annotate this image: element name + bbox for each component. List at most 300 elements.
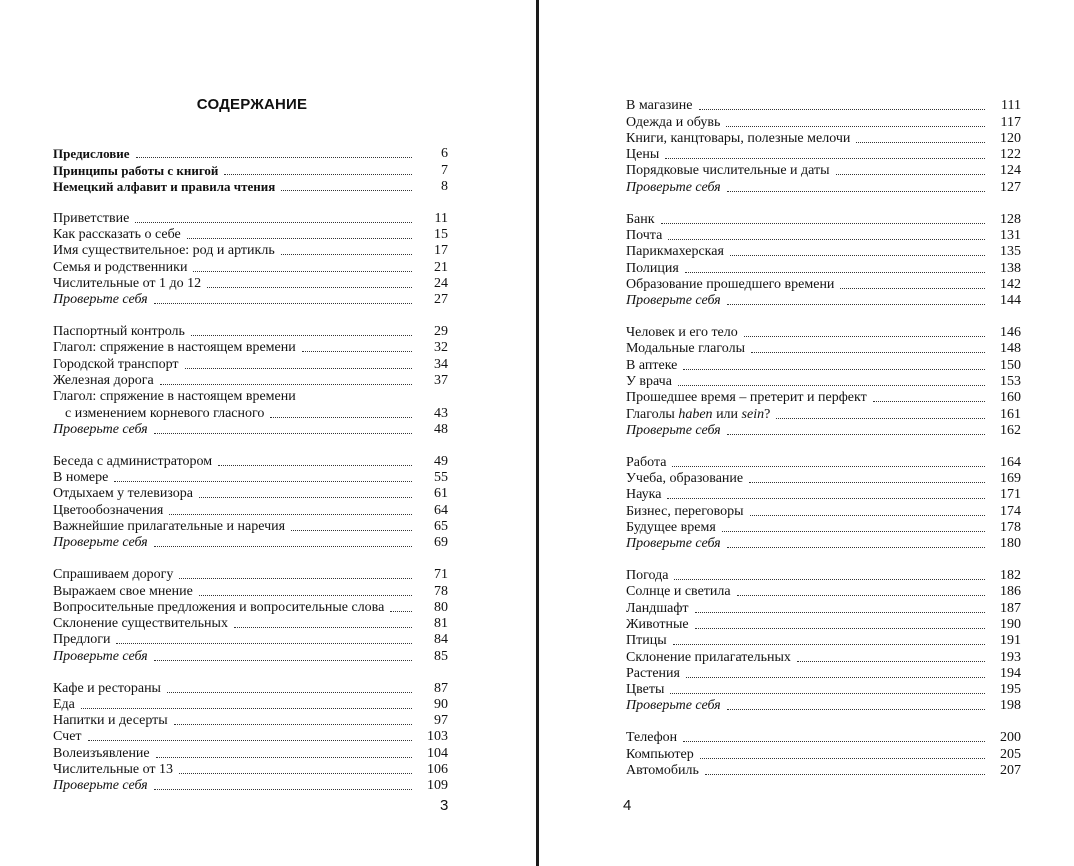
toc-entry-page: 43: [434, 405, 448, 421]
dot-leader: [686, 677, 985, 678]
dot-leader: [193, 271, 412, 272]
dot-leader: [730, 255, 985, 256]
toc-entry[interactable]: [53, 209, 448, 225]
toc-entry[interactable]: [626, 259, 1021, 275]
toc-section: [53, 453, 448, 551]
toc-entry-page: 117: [1000, 114, 1021, 130]
toc-entry[interactable]: [53, 582, 448, 598]
dot-leader: [199, 497, 412, 498]
toc-entry-page: 194: [1000, 665, 1021, 681]
dot-leader: [167, 692, 412, 693]
toc-entry-title: Проверьте себя: [53, 292, 148, 308]
toc-entry-title: Человек и его тело: [626, 325, 738, 341]
dot-leader: [726, 126, 985, 127]
toc-entry-title: Модальные глаголы: [626, 341, 745, 357]
toc-entry-title: Городской транспорт: [53, 356, 179, 372]
toc-section: [626, 210, 1021, 308]
toc-entry[interactable]: [53, 145, 448, 161]
dot-leader: [776, 418, 985, 419]
dot-leader: [695, 628, 985, 629]
dot-leader: [302, 351, 412, 352]
toc-entry-page: 24: [434, 275, 448, 291]
toc-entry-title: Склонение существительных: [53, 616, 228, 632]
toc-entry[interactable]: [626, 665, 1021, 681]
toc-entry-title: Выражаем свое мнение: [53, 583, 193, 599]
group-spacer: [626, 195, 1021, 211]
toc-entry[interactable]: [53, 647, 448, 663]
toc-entry-title: Важнейшие прилагательные и наречия: [53, 519, 286, 535]
toc-entry[interactable]: [626, 745, 1021, 761]
toc-entry-title: Спрашиваем дорогу: [53, 567, 174, 583]
toc-entry-page: 78: [434, 583, 448, 599]
toc-entry[interactable]: [626, 616, 1021, 632]
toc-entry-page: 161: [1000, 406, 1021, 422]
toc-entry[interactable]: [53, 355, 448, 371]
toc-entry-title: Книги, канцтовары, полезные мелочи: [626, 130, 851, 146]
toc-entry-page: 146: [1000, 325, 1021, 341]
toc-entry-title: Прошедшее время – претерит и перфект: [626, 390, 867, 406]
dot-leader: [674, 579, 985, 580]
toc-entry-title: Глагол: спряжение в настоящем времени: [53, 340, 296, 356]
page-divider: [536, 0, 539, 866]
toc-entry-page: 127: [1000, 179, 1021, 195]
toc-entry[interactable]: [626, 389, 1021, 405]
toc-entry[interactable]: [53, 291, 448, 307]
toc-entry[interactable]: [626, 486, 1021, 502]
toc-entry[interactable]: [53, 518, 448, 534]
dot-leader: [154, 303, 412, 304]
toc-entry-page: 195: [1000, 682, 1021, 698]
toc-section: [626, 97, 1021, 195]
group-spacer: [53, 307, 448, 323]
group-spacer: [626, 713, 1021, 729]
toc-entry[interactable]: [53, 712, 448, 728]
dot-leader: [116, 643, 412, 644]
toc-entry-title: Порядковые числительные и даты: [626, 163, 830, 179]
dot-leader: [685, 272, 985, 273]
toc-entry-title: Проверьте себя: [626, 179, 721, 195]
toc-entry-title: Бизнес, переговоры: [626, 503, 744, 519]
toc-section: [53, 566, 448, 664]
toc-entry-title: Вопросительные предложения и вопросительные слова: [53, 599, 385, 615]
toc-entry[interactable]: [626, 583, 1021, 599]
dot-leader: [281, 190, 412, 191]
dot-leader: [199, 595, 412, 596]
toc-entry[interactable]: [53, 761, 448, 777]
toc-entry-page: 85: [434, 648, 448, 664]
toc-entry-page: 207: [1000, 762, 1021, 778]
toc-entry-page: 124: [1000, 163, 1021, 179]
toc-entry-page: 169: [1000, 471, 1021, 487]
toc-entry-page: 128: [1000, 211, 1021, 227]
toc-entry-page: 150: [1000, 357, 1021, 373]
toc-entry-page: 164: [1000, 454, 1021, 470]
toc-entry-title: В магазине: [626, 98, 693, 114]
toc-entry-title: Будущее время: [626, 519, 716, 535]
dot-leader: [683, 369, 985, 370]
toc-entry[interactable]: [53, 178, 448, 194]
toc-entry-title: Глаголы haben или sein?: [626, 406, 771, 422]
toc-entry-page: 69: [434, 535, 448, 551]
toc-entry-title: Немецкий алфавит и правила чтения: [53, 178, 276, 194]
toc-entry-title: Парикмахерская: [626, 244, 724, 260]
dot-leader: [727, 304, 985, 305]
toc-entry[interactable]: [53, 258, 448, 274]
dot-leader: [191, 335, 412, 336]
dot-leader: [673, 644, 985, 645]
toc-entry[interactable]: [53, 372, 448, 388]
toc-section: [626, 567, 1021, 714]
toc-entry-page: 65: [434, 519, 448, 535]
toc-entry[interactable]: [626, 292, 1021, 308]
toc-entry-page: 178: [1000, 519, 1021, 535]
toc-entry-title: Напитки и десерты: [53, 713, 168, 729]
toc-entry-page: 11: [434, 210, 448, 226]
toc-entry-title: Погода: [626, 568, 669, 584]
toc-entry-title: Проверьте себя: [53, 535, 148, 551]
dot-leader: [672, 466, 985, 467]
dot-leader: [179, 578, 412, 579]
dot-leader: [207, 287, 412, 288]
toc-entry-title: Числительные от 1 до 12: [53, 275, 202, 291]
toc-entry-page: 135: [1000, 244, 1021, 260]
toc-entry[interactable]: [53, 744, 448, 760]
dot-leader: [856, 142, 985, 143]
toc-entry[interactable]: [626, 324, 1021, 340]
toc-entry-title: Ландшафт: [626, 600, 689, 616]
toc-entry[interactable]: [53, 696, 448, 712]
toc-entry-page: 29: [434, 324, 448, 340]
toc-entry-page: 191: [1000, 633, 1021, 649]
toc-entry-title: Проверьте себя: [626, 293, 721, 309]
toc-entry-page: 182: [1000, 568, 1021, 584]
toc-entry-page: 144: [1000, 293, 1021, 309]
toc-entry[interactable]: [626, 648, 1021, 664]
toc-entry[interactable]: [626, 632, 1021, 648]
toc-left-column: [53, 145, 448, 793]
toc-entry-page: 61: [434, 486, 448, 502]
dot-leader: [683, 741, 985, 742]
toc-entry-title: Предлоги: [53, 632, 111, 648]
toc-entry-page: 111: [1001, 98, 1021, 114]
dot-leader: [749, 482, 985, 483]
toc-entry-title: Проверьте себя: [626, 536, 721, 552]
toc-entry-title: Счет: [53, 729, 82, 745]
dot-leader: [218, 465, 412, 466]
toc-entry-title: В номере: [53, 470, 109, 486]
toc-entry[interactable]: [53, 388, 448, 404]
toc-entry-title: Принципы работы с книгой: [53, 162, 219, 178]
toc-entry-page: 97: [434, 713, 448, 729]
toc-entry-page: 142: [1000, 276, 1021, 292]
toc-entry-title: Паспортный контроль: [53, 324, 185, 340]
toc-entry-page: 122: [1000, 147, 1021, 163]
dot-leader: [750, 515, 985, 516]
toc-entry-title: Приветствие: [53, 210, 130, 226]
page-number-left: 3: [440, 797, 449, 814]
dot-leader: [751, 352, 985, 353]
toc-entry[interactable]: [626, 227, 1021, 243]
dot-leader: [727, 547, 985, 548]
group-spacer: [626, 551, 1021, 567]
group-spacer: [53, 194, 448, 210]
toc-entry[interactable]: [53, 679, 448, 695]
toc-entry-page: 7: [441, 162, 448, 178]
dot-leader: [737, 595, 985, 596]
dot-leader: [670, 693, 985, 694]
dot-leader: [665, 158, 985, 159]
toc-entry-page: 120: [1000, 130, 1021, 146]
dot-leader: [234, 627, 412, 628]
toc-entry-title: Наука: [626, 487, 662, 503]
toc-entry-title: Образование прошедшего времени: [626, 276, 835, 292]
toc-entry[interactable]: [626, 599, 1021, 615]
toc-entry-title: с изменением корневого гласного: [65, 405, 265, 421]
toc-entry-title: Одежда и обувь: [626, 114, 721, 130]
toc-entry-title: Семья и родственники: [53, 259, 188, 275]
toc-entry[interactable]: [626, 162, 1021, 178]
dot-leader: [699, 109, 986, 110]
toc-entry[interactable]: [626, 729, 1021, 745]
toc-section: [626, 729, 1021, 778]
dot-leader: [136, 157, 412, 158]
toc-entry-page: 138: [1000, 260, 1021, 276]
toc-entry-page: 80: [434, 599, 448, 615]
toc-entry-title: В аптеке: [626, 357, 678, 373]
toc-entry[interactable]: [626, 681, 1021, 697]
toc-entry-title: Работа: [626, 454, 667, 470]
toc-entry[interactable]: [626, 113, 1021, 129]
toc-entry-page: 15: [434, 227, 448, 243]
dot-leader: [727, 191, 985, 192]
toc-section: [626, 453, 1021, 551]
dot-leader: [88, 740, 412, 741]
dot-leader: [727, 434, 985, 435]
toc-entry-title: Полиция: [626, 260, 679, 276]
toc-entry-page: 104: [427, 745, 448, 761]
toc-entry-title: Цветы: [626, 682, 665, 698]
toc-section: [626, 324, 1021, 438]
toc-entry[interactable]: [53, 599, 448, 615]
dot-leader: [160, 384, 412, 385]
toc-entry-title: Банк: [626, 211, 655, 227]
toc-entry-title: Цветообозначения: [53, 502, 164, 518]
toc-entry-page: 71: [434, 567, 448, 583]
toc-entry[interactable]: [53, 242, 448, 258]
dot-leader: [135, 222, 412, 223]
toc-entry[interactable]: [626, 97, 1021, 113]
page-number-right: 4: [623, 797, 632, 814]
toc-entry-title: Телефон: [626, 730, 678, 746]
toc-entry-title: Проверьте себя: [53, 421, 148, 437]
toc-entry-title: Числительные от 13: [53, 762, 174, 778]
toc-entry-title: Почта: [626, 227, 663, 243]
toc-entry-title: Проверьте себя: [626, 422, 721, 438]
dot-leader: [169, 514, 412, 515]
toc-entry-title: У врача: [626, 373, 672, 389]
toc-entry[interactable]: [626, 535, 1021, 551]
toc-entry[interactable]: [53, 469, 448, 485]
toc-entry[interactable]: [53, 421, 448, 437]
toc-entry[interactable]: [53, 275, 448, 291]
toc-entry-page: 103: [427, 729, 448, 745]
toc-entry[interactable]: [53, 728, 448, 744]
toc-entry-page: 27: [434, 292, 448, 308]
dot-leader: [661, 223, 985, 224]
toc-entry[interactable]: [626, 356, 1021, 372]
toc-entry-title: Имя существительное: род и артикль: [53, 243, 275, 259]
toc-entry[interactable]: [626, 243, 1021, 259]
toc-entry-page: 109: [427, 778, 448, 794]
dot-leader: [174, 724, 412, 725]
toc-entry[interactable]: [53, 226, 448, 242]
toc-entry[interactable]: [626, 276, 1021, 292]
toc-entry[interactable]: [626, 210, 1021, 226]
toc-entry-title: Автомобиль: [626, 762, 699, 778]
dot-leader: [81, 708, 412, 709]
toc-entry-page: 55: [434, 470, 448, 486]
dot-leader: [224, 174, 412, 175]
toc-entry[interactable]: [626, 373, 1021, 389]
toc-entry-page: 160: [1000, 390, 1021, 406]
toc-entry-title: Солнце и светила: [626, 584, 731, 600]
toc-entry[interactable]: [626, 762, 1021, 778]
group-spacer: [626, 308, 1021, 324]
dot-leader: [154, 433, 412, 434]
toc-entry-title: Проверьте себя: [53, 648, 148, 664]
toc-entry-page: 90: [434, 696, 448, 712]
dot-leader: [667, 498, 985, 499]
toc-entry[interactable]: [626, 340, 1021, 356]
toc-entry-page: 106: [427, 762, 448, 778]
toc-entry[interactable]: [626, 405, 1021, 421]
toc-entry-page: 21: [434, 259, 448, 275]
toc-entry-title: Кафе и рестораны: [53, 680, 161, 696]
dot-leader: [722, 531, 985, 532]
toc-entry[interactable]: [53, 777, 448, 793]
toc-entry-title: Цены: [626, 147, 660, 163]
toc-entry-page: 205: [1000, 746, 1021, 762]
dot-leader: [156, 757, 412, 758]
toc-entry-title: Проверьте себя: [53, 778, 148, 794]
toc-entry[interactable]: [53, 631, 448, 647]
toc-entry-page: 190: [1000, 616, 1021, 632]
toc-entry[interactable]: [53, 615, 448, 631]
toc-entry-page: 162: [1000, 422, 1021, 438]
toc-entry[interactable]: [53, 161, 448, 177]
group-spacer: [626, 438, 1021, 454]
toc-entry[interactable]: [626, 470, 1021, 486]
toc-entry-title: Еда: [53, 696, 75, 712]
toc-entry-page: 6: [441, 146, 448, 162]
group-spacer: [53, 550, 448, 566]
toc-entry-page: 200: [1000, 730, 1021, 746]
toc-entry-title: Учеба, образование: [626, 471, 744, 487]
toc-entry[interactable]: [626, 519, 1021, 535]
dot-leader: [840, 288, 985, 289]
dot-leader: [281, 254, 412, 255]
page-title: СОДЕРЖАНИЕ: [196, 96, 308, 113]
toc-entry[interactable]: [53, 534, 448, 550]
toc-entry-title: Компьютер: [626, 746, 694, 762]
toc-entry-title: Железная дорога: [53, 373, 154, 389]
toc-entry-page: 131: [1000, 227, 1021, 243]
dot-leader: [836, 174, 985, 175]
dot-leader: [700, 758, 985, 759]
group-spacer: [53, 437, 448, 453]
toc-entry-page: 148: [1000, 341, 1021, 357]
dot-leader: [873, 401, 985, 402]
toc-entry-page: 49: [434, 453, 448, 469]
dot-leader: [744, 336, 985, 337]
toc-entry-page: 17: [434, 243, 448, 259]
toc-entry-page: 186: [1000, 584, 1021, 600]
toc-entry[interactable]: [53, 501, 448, 517]
toc-entry[interactable]: [626, 697, 1021, 713]
toc-entry[interactable]: [53, 404, 448, 420]
toc-entry-page: 180: [1000, 536, 1021, 552]
toc-entry-title: Как рассказать о себе: [53, 227, 181, 243]
toc-entry[interactable]: [626, 178, 1021, 194]
toc-entry-page: 171: [1000, 487, 1021, 503]
dot-leader: [727, 709, 985, 710]
dot-leader: [797, 661, 985, 662]
dot-leader: [678, 385, 985, 386]
toc-entry-page: 37: [434, 373, 448, 389]
toc-entry-title: Птицы: [626, 633, 667, 649]
toc-entry[interactable]: [53, 453, 448, 469]
toc-entry-page: 84: [434, 632, 448, 648]
dot-leader: [187, 238, 412, 239]
toc-entry[interactable]: [626, 146, 1021, 162]
toc-entry-title: Волеизъявление: [53, 745, 150, 761]
toc-entry-page: 32: [434, 340, 448, 356]
toc-entry-page: 48: [434, 421, 448, 437]
toc-entry-page: 64: [434, 502, 448, 518]
toc-section: [53, 679, 448, 793]
dot-leader: [179, 773, 412, 774]
toc-entry-title: Беседа с администратором: [53, 453, 213, 469]
toc-entry-title: Глагол: спряжение в настоящем времени: [53, 389, 296, 405]
toc-entry[interactable]: [626, 453, 1021, 469]
dot-leader: [270, 417, 412, 418]
toc-entry[interactable]: [626, 567, 1021, 583]
toc-right-column: [626, 97, 1021, 778]
dot-leader: [114, 481, 412, 482]
toc-entry[interactable]: [53, 485, 448, 501]
dot-leader: [668, 239, 985, 240]
toc-entry[interactable]: [626, 422, 1021, 438]
toc-entry[interactable]: [53, 339, 448, 355]
toc-entry[interactable]: [626, 130, 1021, 146]
toc-entry[interactable]: [626, 502, 1021, 518]
toc-entry-title: Предисловие: [53, 146, 130, 162]
toc-entry[interactable]: [53, 566, 448, 582]
toc-entry-page: 174: [1000, 503, 1021, 519]
group-spacer: [53, 664, 448, 680]
toc-section: [53, 323, 448, 437]
toc-section: [53, 145, 448, 194]
toc-entry-title: Склонение прилагательных: [626, 649, 791, 665]
dot-leader: [154, 660, 412, 661]
dot-leader: [390, 611, 412, 612]
toc-entry-page: 81: [434, 616, 448, 632]
toc-entry[interactable]: [53, 323, 448, 339]
dot-leader: [154, 546, 412, 547]
toc-section: [53, 209, 448, 307]
toc-entry-title: Животные: [626, 616, 689, 632]
dot-leader: [291, 530, 412, 531]
